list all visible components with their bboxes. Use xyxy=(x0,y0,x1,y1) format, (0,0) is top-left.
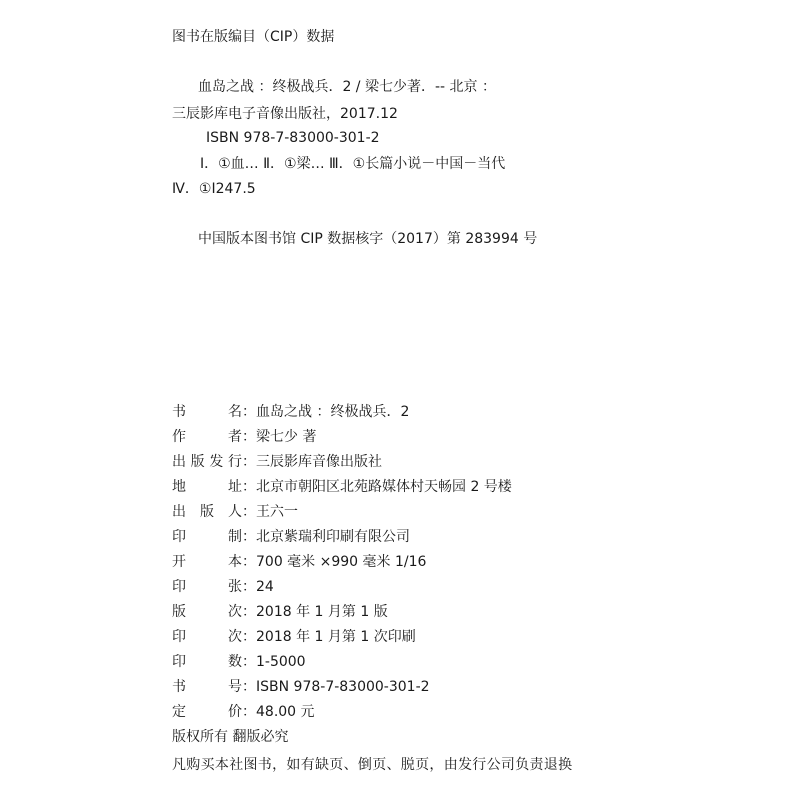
cip-title-line: 血岛之战 ：终极战兵．2 / 梁七少著．-- 北京 ： xyxy=(198,79,496,95)
info-colon: ： xyxy=(242,454,256,470)
info-value: 2018 年 1 月第 1 版 xyxy=(256,604,388,620)
info-value: 梁七少 著 xyxy=(256,429,317,445)
info-value: 2018 年 1 月第 1 次印刷 xyxy=(256,629,416,645)
info-row-sheets xyxy=(172,578,732,603)
info-colon: ： xyxy=(242,704,256,720)
info-colon: ： xyxy=(242,479,256,495)
info-label: 出 版 人 xyxy=(172,504,242,520)
info-row-printer xyxy=(172,528,732,553)
info-label: 作 者 xyxy=(172,429,242,445)
info-label: 印 次 xyxy=(172,629,242,645)
cip-record-number: 中国版本图书馆 CIP 数据核字（2017）第 283994 号 xyxy=(198,231,538,247)
copyright-notice: 版权所有 翻版必究 xyxy=(172,729,289,745)
info-row-edition xyxy=(172,603,732,628)
info-row-printing xyxy=(172,628,732,653)
info-value: 1-5000 xyxy=(256,654,306,670)
info-colon: ： xyxy=(242,654,256,670)
cip-isbn-line: ISBN 978-7-83000-301-2 xyxy=(206,130,380,146)
info-value: 北京紫瑞利印刷有限公司 xyxy=(256,529,410,545)
info-row-format xyxy=(172,553,732,578)
info-row-title xyxy=(172,403,732,428)
info-value: 三辰影库音像出版社 xyxy=(256,454,382,470)
info-label: 地 址 xyxy=(172,479,242,495)
info-colon: ： xyxy=(242,629,256,645)
info-row-publisher xyxy=(172,453,732,478)
info-label: 开 本 xyxy=(172,554,242,570)
info-value: 血岛之战 ：终极战兵．2 xyxy=(256,404,410,420)
publication-info xyxy=(172,403,732,753)
info-value: 王六一 xyxy=(256,504,298,520)
return-policy-notice: 凡购买本社图书，如有缺页、倒页、脱页，由发行公司负责退换 xyxy=(172,757,573,773)
info-row-author xyxy=(172,428,732,453)
info-row-print-run xyxy=(172,653,732,678)
info-label: 印 张 xyxy=(172,579,242,595)
cip-heading: 图书在版编目（CIP）数据 xyxy=(172,29,335,45)
info-row-price xyxy=(172,703,732,728)
info-label: 书 号 xyxy=(172,679,242,695)
info-colon: ： xyxy=(242,404,256,420)
cip-classification-line: Ⅳ．①I247.5 xyxy=(172,181,256,197)
info-label: 版 次 xyxy=(172,604,242,620)
info-colon: ： xyxy=(242,504,256,520)
cip-publisher-line: 三辰影库电子音像出版社，2017.12 xyxy=(172,106,398,122)
info-row-issuer xyxy=(172,503,732,528)
info-label: 印 制 xyxy=(172,529,242,545)
info-label: 出版发行 xyxy=(172,454,242,470)
info-colon: ： xyxy=(242,579,256,595)
info-row-isbn xyxy=(172,678,732,703)
info-colon: ： xyxy=(242,604,256,620)
info-colon: ： xyxy=(242,679,256,695)
info-value: 北京市朝阳区北苑路媒体村天畅园 2 号楼 xyxy=(256,479,512,495)
info-row-address xyxy=(172,478,732,503)
info-label: 书 名 xyxy=(172,404,242,420)
info-colon: ： xyxy=(242,554,256,570)
info-value: 24 xyxy=(256,579,274,595)
info-value: 48.00 元 xyxy=(256,704,315,720)
info-colon: ： xyxy=(242,429,256,445)
info-label: 定 价 xyxy=(172,704,242,720)
info-value: ISBN 978-7-83000-301-2 xyxy=(256,679,430,695)
info-colon: ： xyxy=(242,529,256,545)
info-label: 印 数 xyxy=(172,654,242,670)
cip-subject-line: Ⅰ．①血… Ⅱ．①梁… Ⅲ．①长篇小说－中国－当代 xyxy=(200,156,506,172)
info-value: 700 毫米 ×990 毫米 1/16 xyxy=(256,554,427,570)
